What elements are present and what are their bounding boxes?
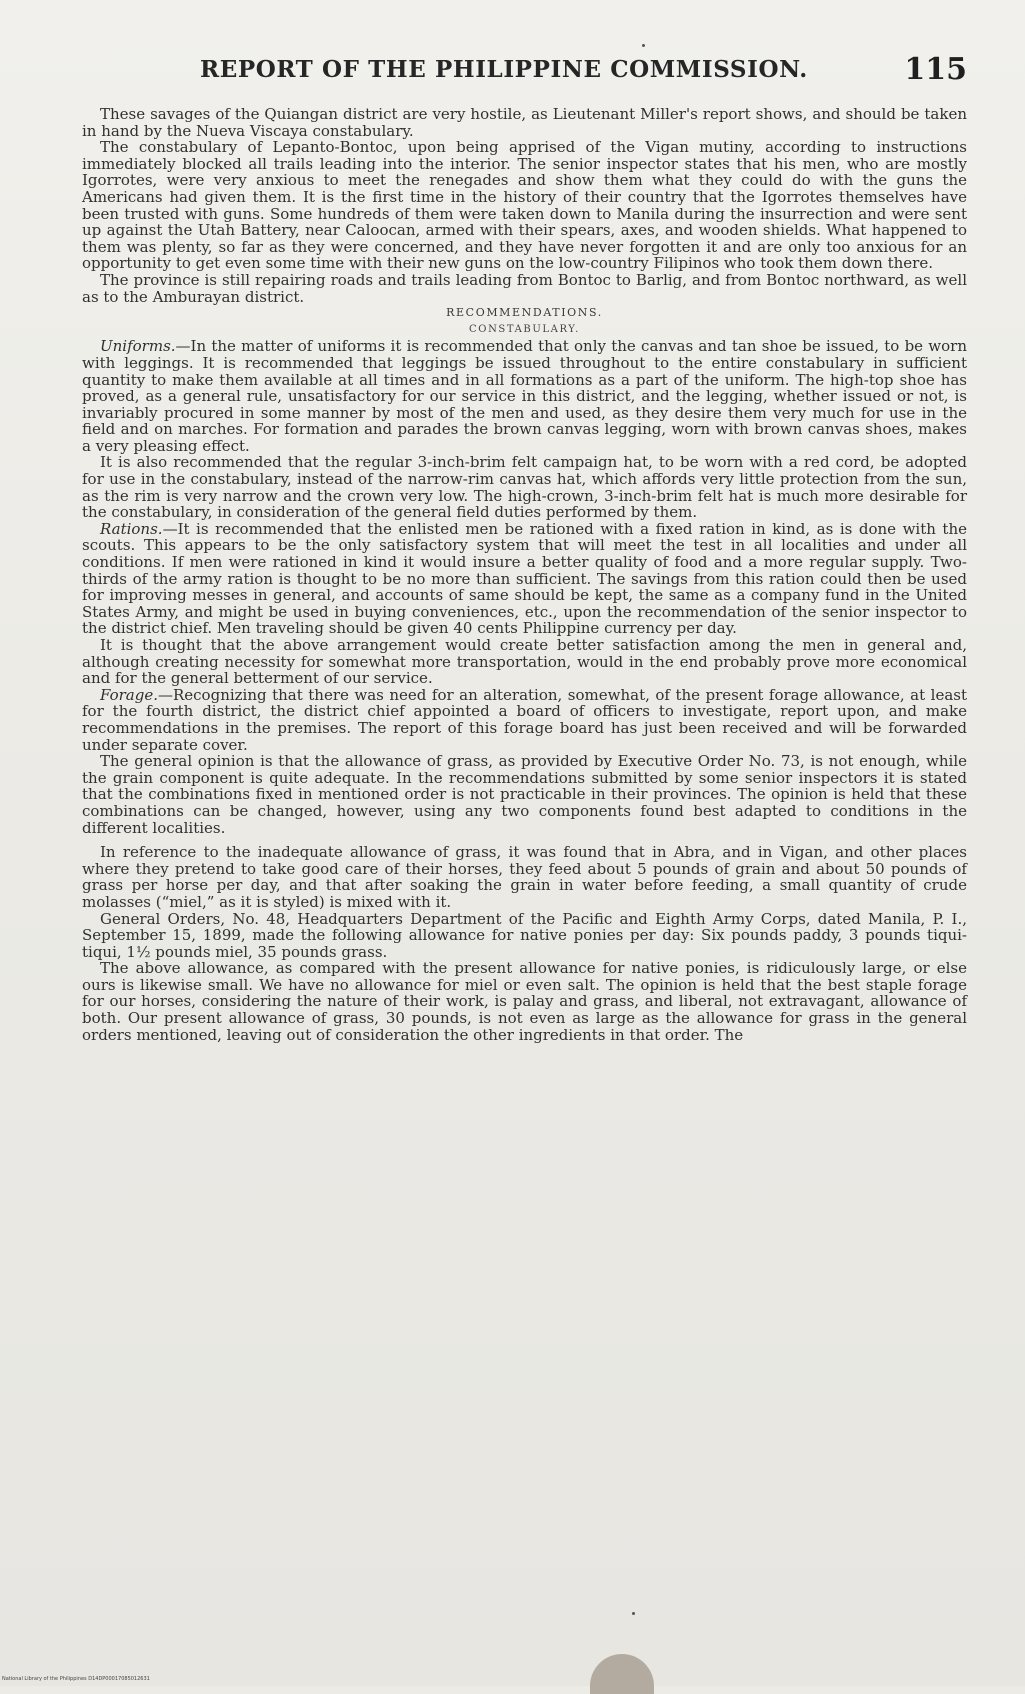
paragraph-text: The above allowance, as compared with the present allowance for native ponies, is ridiculously large, or else ours is likewise small. We have no allowance for miel or even salt. The opinion is held that the best staple forage for our horses, considering the nature of their work, is palay and grass, and liberal, not extravagant, allowance of both. Our present allowance of grass, 30 pounds, is not even as large as the allowance for grass in the general orders mentioned, leaving out of consideration the other ingredients in that order. The bbox=[82, 959, 967, 1044]
paragraph-text: —Recognizing that there was need for an alteration, somewhat, of the present forage allowance, at least for the fourth district, the district chief appointed a board of officers to investigate, report upon, and make recommendations in the premises. The report of this forage board has just been received and will be forwarded under separate cover. bbox=[82, 685, 967, 754]
paragraph-lead: Uniforms. bbox=[100, 337, 176, 356]
page-header bbox=[80, 50, 969, 90]
paragraph bbox=[82, 911, 967, 961]
paragraph-text: In reference to the inadequate allowance of grass, it was found that in Abra, and in Vigan, and other places where they pretend to take good care of their horses, they feed about 5 pounds of grain and about 50 pounds of grass per horse per day, and that after soaking the grain in water before feeding, a small quantity of crude molasses (“miel,” as it is styled) is mixed with it. bbox=[82, 843, 967, 911]
paragraph bbox=[82, 960, 967, 1043]
subsection-heading-constabulary: CONSTABULARY. bbox=[469, 323, 580, 335]
ink-speck bbox=[632, 1612, 635, 1615]
paragraph: These savages of the Quiangan district are very hostile, as Lieutenant Miller's report shows, and should be taken in hand by the Nueva Viscaya constabulary. bbox=[82, 105, 967, 140]
page-number: 115 bbox=[904, 52, 967, 87]
paragraph-uniforms bbox=[82, 338, 967, 454]
paragraph bbox=[82, 637, 967, 687]
body-text bbox=[82, 106, 967, 1043]
paragraph-text: It is also recommended that the regular 3-inch-brim felt campaign hat, to be worn with a red cord, be adopted for use in the constabulary, instead of the narrow-rim canvas hat, which affords very little protection from the sun, as the rim is very narrow and the crown very low. The high-crown, 3-inch-brim felt hat is much more desirable for the constabulary, in consideration of the general field duties performed by them. bbox=[82, 453, 967, 522]
paragraph-text: —It is recommended that the enlisted men be rationed with a fixed ration in kind, as is done with the scouts. This appears to be the only satisfactory system that will meet the test in all localities and under all conditions. If men were rationed in kind it would insure a better quality of food and a more regular supply. Two-thirds of the army ration is thought to be no more than sufficient. The savings from this ration could then be used for improving messes in general, and accounts of same should be kept, the same as a company fund in the United States Army, and might be used in buying conveniences, etc., upon the recommendation of the senior inspector to the district chief. Men traveling should be given 40 cents Philippine currency per day. bbox=[82, 519, 967, 638]
paragraph-lead: Forage. bbox=[100, 685, 158, 704]
paragraph-rations bbox=[82, 521, 967, 637]
scan-credit: National Library of the Philippines D14DP00017085012631 bbox=[2, 1676, 150, 1682]
paragraph-text: It is thought that the above arrangement would create better satisfaction among the men in general and, although creating necessity for somewhat more transportation, would in the end probably prove more economical and for the general betterment of our service. bbox=[82, 636, 967, 688]
section-heading-recommendations: RECOMMENDATIONS. bbox=[446, 306, 603, 320]
paragraph-forage bbox=[82, 687, 967, 753]
ink-speck bbox=[642, 44, 645, 47]
paragraph-lead: Rations. bbox=[100, 519, 163, 538]
paragraph-text: The general opinion is that the allowance of grass, as provided by Executive Order No. 73, is not enough, while the grain component is quite adequate. In the recommendations submitted by some senior inspectors it is stated that the combinations fixed in mentioned order is not practicable in their provinces. The opinion is held that these combinations can be changed, however, using any two components found best adapted to conditions in the different localities. bbox=[82, 752, 967, 837]
paragraph bbox=[82, 454, 967, 520]
running-title: REPORT OF THE PHILIPPINE COMMISSION. bbox=[200, 56, 808, 83]
paragraph bbox=[82, 844, 967, 910]
paragraph bbox=[82, 753, 967, 836]
scanner-thumb-shadow bbox=[590, 1654, 654, 1694]
paragraph: The province is still repairing roads and trails leading from Bontoc to Barlig, and from Bontoc northward, as well as to the Amburayan district. bbox=[82, 270, 967, 306]
paragraph-text: —In the matter of uniforms it is recommended that only the canvas and tan shoe be issued, to be worn with leggings. It is recommended that leggings be issued throughout to the entire constabulary in sufficient quantity to make them available at all times and in all formations as a part of the uniform. The high-top shoe has proved, as a general rule, unsatisfactory for our service in this district, and the legging, whether issued or not, is invariably procured in some manner by most of the men and used, as they desire them very much for use in the field and on marches. For formation and parades the brown canvas legging, worn with brown canvas shoes, makes a very pleasing effect. bbox=[82, 337, 967, 455]
paragraph-text: General Orders, No. 48, Headquarters Department of the Pacific and Eighth Army Corps, dated Manila, P. I., September 15, 1899, made the following allowance for native ponies per day: Six pounds paddy, 3 pounds tiqui-tiqui, 1½ pounds miel, 35 pounds grass. bbox=[82, 909, 967, 961]
paragraph: The constabulary of Lepanto-Bontoc, upon being apprised of the Vigan mutiny, according to instructions immediately blocked all trails leading into the interior. The senior inspector states that his men, who are mostly Igorrotes, were very anxious to meet the renegades and show them what they could do with the guns the Americans had given them. It is the first time in the history of their country that the Igorrotes themselves have been trusted with guns. Some hundreds of them were taken down to Manila during the insurrection and were sent up against the Utah Battery, near Caloocan, armed with their spears, axes, and wooden shields. What happened to them was plenty, so far as they were concerned, and they have never forgotten it and are only too anxious for an opportunity to get even some time with their new guns on the low-country Filipinos who took them down there. bbox=[82, 138, 967, 273]
